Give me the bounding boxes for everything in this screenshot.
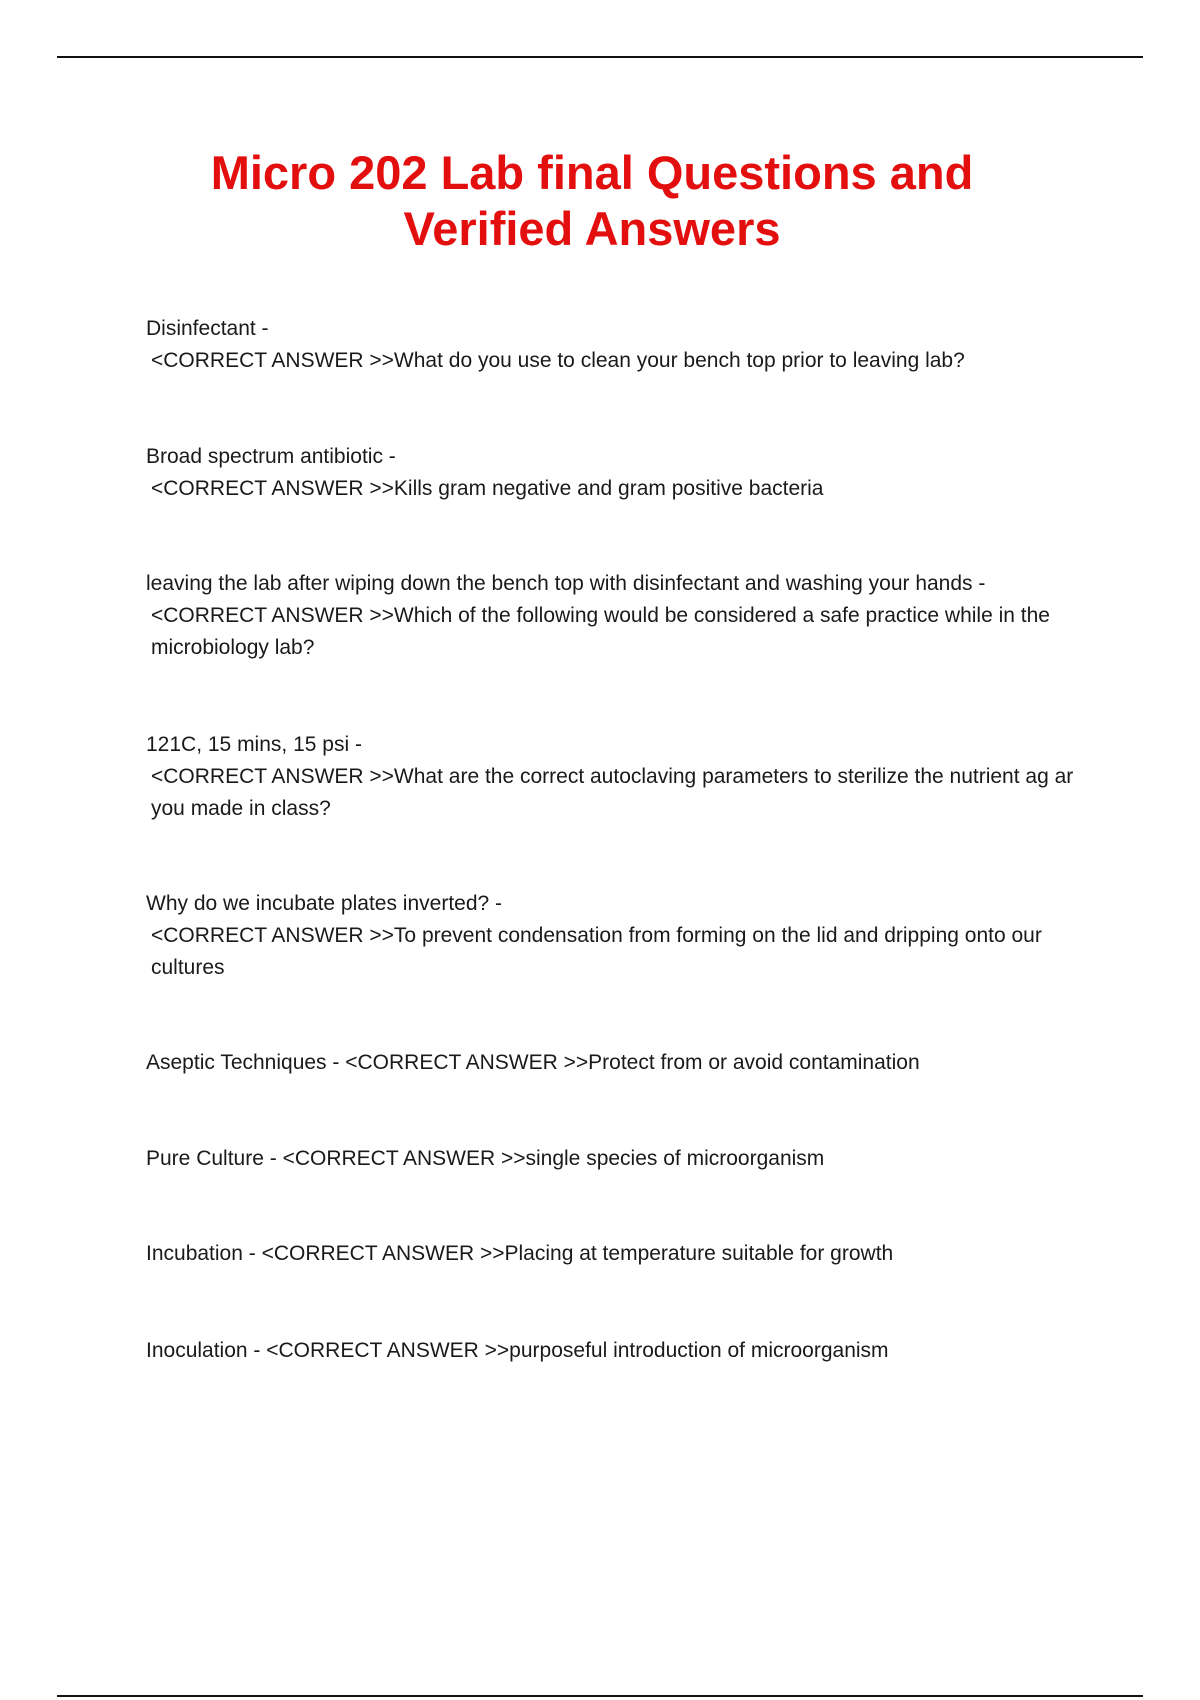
qa-term: leaving the lab after wiping down the bench top with disinfectant and washing your hands - xyxy=(146,572,986,595)
qa-term: Broad spectrum antibiotic - xyxy=(146,445,396,468)
qa-item-disinfectant xyxy=(146,313,1096,377)
qa-item-broad-spectrum-antibiotic xyxy=(146,441,1096,505)
title-line-2: Verified Answers xyxy=(403,202,781,255)
top-rule xyxy=(57,56,1143,58)
qa-term: Inoculation - xyxy=(146,1339,267,1362)
qa-answer: <CORRECT ANSWER >>Kills gram negative and gram positive bacteria xyxy=(151,477,824,500)
qa-item-inoculation xyxy=(146,1335,1096,1367)
qa-answer: <CORRECT ANSWER >>What are the correct autoclaving parameters to sterilize the nutrient ag ar you made in class? xyxy=(151,765,1074,820)
qa-answer: <CORRECT ANSWER >>Which of the following would be considered a safe practice while in the microbiology lab? xyxy=(151,604,1050,659)
title-line-1: Micro 202 Lab final Questions and xyxy=(210,146,974,199)
bottom-rule xyxy=(57,1695,1143,1697)
qa-term: Aseptic Techniques - xyxy=(146,1051,346,1074)
qa-answer: <CORRECT ANSWER >>single species of microorganism xyxy=(282,1147,825,1170)
qa-item-pure-culture xyxy=(146,1143,1096,1175)
qa-item-safe-practice xyxy=(146,568,1096,664)
qa-term: Why do we incubate plates inverted? - xyxy=(146,892,503,915)
qa-answer: <CORRECT ANSWER >>Protect from or avoid contamination xyxy=(345,1051,920,1074)
qa-term: Pure Culture - xyxy=(146,1147,283,1170)
document-title xyxy=(0,145,1184,257)
qa-term: Disinfectant - xyxy=(146,317,269,340)
qa-item-incubate-inverted xyxy=(146,888,1096,984)
qa-term: Incubation - xyxy=(146,1242,262,1265)
qa-answer: <CORRECT ANSWER >>To prevent condensation from forming on the lid and dripping onto our cultures xyxy=(151,924,1042,979)
qa-answer: <CORRECT ANSWER >>Placing at temperature suitable for growth xyxy=(261,1242,894,1265)
qa-answer: <CORRECT ANSWER >>What do you use to clean your bench top prior to leaving lab? xyxy=(151,349,965,372)
qa-item-autoclaving-parameters xyxy=(146,729,1096,825)
qa-term: 121C, 15 mins, 15 psi - xyxy=(146,733,362,756)
qa-item-aseptic-techniques xyxy=(146,1047,1096,1079)
qa-item-incubation xyxy=(146,1238,1096,1270)
qa-answer: <CORRECT ANSWER >>purposeful introduction of microorganism xyxy=(266,1339,889,1362)
